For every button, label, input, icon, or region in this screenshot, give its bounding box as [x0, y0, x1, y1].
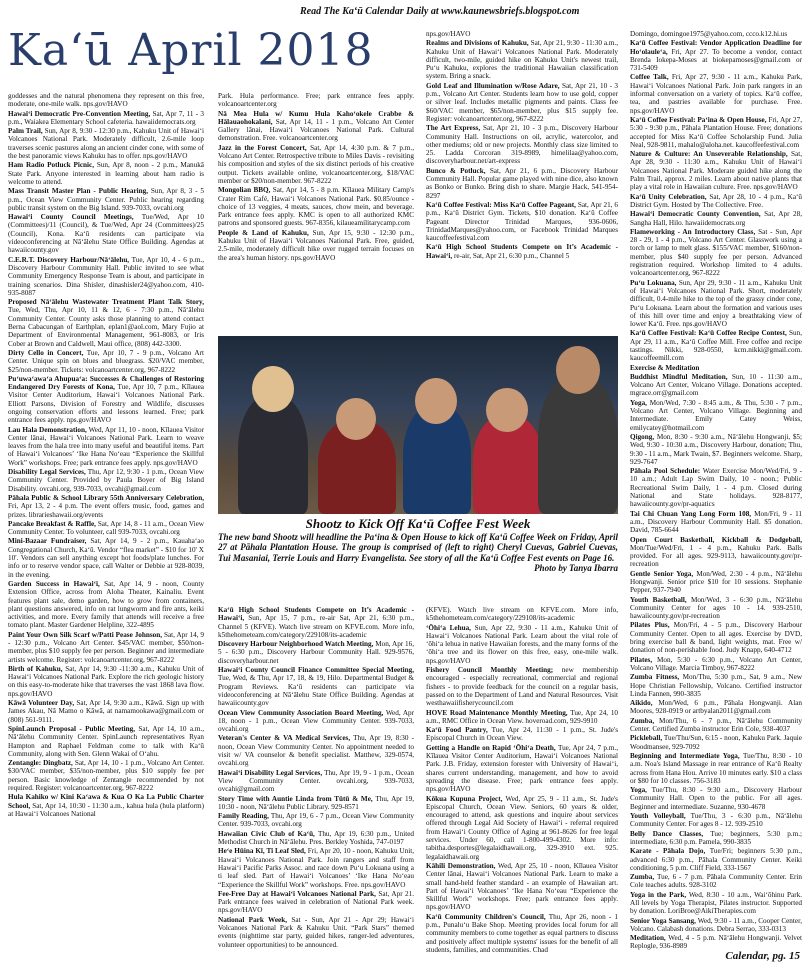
event-details: Wed, Apr 18, noon - 1 p.m., Ocean View Community Center. 939-7033, ovcahi.org: [218, 708, 414, 734]
event-listing: [630, 150, 802, 191]
event-details: Tue/Wed, Apr 10 (Committees)/11 (Council), & Tue/Wed, Apr 24 (Committees)/25 (Council), Kona. Ka‘ū residents can participate via videoconferencing at Nā‘ālehu State Office Building. Agendas at hawaiicounty.gov: [8, 213, 204, 255]
event-details: Sat, Apr 14, 9 - 12:30 p.m., Volcano Art Center. $45/VAC member, $50/non-member, plus $10 supply fee per person. Beginner and intermediate artists welcome. Register: volcanoartcenter.org, 967-8222: [8, 630, 204, 664]
event-details: Sun, Apr 15, 7 p.m., re-air Sat, Apr 21, 6:30 p.m., Channel 5 (KFVE). Watch live stream on KFVE.com. More info, k5thehometeam.com/category/229108/its-academic: [218, 614, 414, 639]
event-details: Sat, Apr 14, 9:30 a.m., Kāwā. Sign up with James Akau, Nā Mamo o Kāwā, at namamookawa@gmail.com or (808) 561-9111.: [8, 699, 204, 724]
event-details: Thu, Apr 19, 9 - 1 p.m., Ocean View Community Center. ovcahi.org, 939-7033, ovcahi@gmail.com: [218, 768, 414, 794]
event-title: Karate - Pāhala Dojo,: [630, 847, 706, 856]
event-details: Tue, Apr 24, 11:30 - 1 p.m., St. Jude's Episcopal Church in Ocean View.: [426, 726, 618, 743]
caption-text: The new band Shootz will headline the Pa‘ina & Open House to kick off Ka‘ū Coffee Week on Friday, April 27 at Pāhala Plantation House. The group is comprised of (left to right) Cheryl Cuevas, Gabriel Cuevas, Tui Masaniai, Terrie Louis and Harry Evangelista. See story of all the Ka‘ū Coffee Fest events on Page 16.: [218, 532, 618, 563]
event-listing: [630, 656, 802, 673]
event-title: Disability Legal Services,: [8, 468, 86, 477]
event-listing: [8, 468, 204, 493]
event-details: Wed, Apr 25, 9 - 11 a.m., St. Jude's Episcopal Church, Ocean View. Seniors, 60 years & older, encouraged to attend, ask questions and inquire about services offered through Legal Aid Society of Hawai‘i - referral required from Hawai‘i County Office of Aging at 961-8626 for free legal services. Under 60, call 1-800-499-4302. More info: tabitha.desportes@legalaidhawaii.org, 329-3910 ext. 925. legalaidhawaii.org: [426, 794, 618, 861]
event-details: Sat, Apr 14, 9 - noon, County Extension Office, across from Aloha Theater, Kainaliu. Event features plant sale, demo garden, how to grow from containers, plant questions answered, info on rat lungworm and fire ants, keiki activities, and more. Every family that attends will receive a free tomato plant. Master Gardener Helpline, 322-4895: [8, 579, 204, 630]
event-details: Mon/Wed, 7:30 - 8:45 a.m., & Thu, 5:30 - 7 p.m., Volcano Art Center, Volcano Village. Beginning and Intermediate. Emily Catey Weiss, emilycatey@hotmail.com: [630, 398, 802, 432]
event-listing: [8, 494, 204, 519]
event-listing: [426, 913, 618, 954]
event-listing: [426, 30, 618, 38]
event-details: Sat, Apr 14, 9:30 -11:30 a.m., Kahuku Unit of Hawai‘i Volcanoes National Park. Explore the rich geologic history on this easy-to-moderate hike that traverses the vast 1868 lava flow. nps.gov/HAVO: [8, 664, 204, 698]
event-title: Ka‘ū Coffee Festival: Vendor Application Deadline for Ho‘olaule‘a,: [630, 39, 802, 56]
event-title: Hawai‘i County Council Finance Committee Special Meeting,: [218, 666, 414, 675]
event-title: Kāhili Demonstration,: [426, 861, 496, 870]
event-details: Sat, Apr 14, 5 - 8 p.m. Kīlauea Military Camp's Crater Rim Café, Hawai‘i Volcanoes National Park. $0.85/ounce - choice of 13 veggies, 4 meats, sauces, chow mein, and beverage. Park entrance fees apply. KMC is open to all authorized KMC patrons and sponsored guests. 967-8356, kilaueamilitarycamp.com: [218, 186, 414, 228]
page-footer: Calendar, pg. 15: [725, 950, 800, 962]
event-details: Sat, Apr 14, 4:30 p.m. & 7 p.m., Volcano Art Center. Retrospective tribute to Miles Davis - revisiting his composition and styles of the six distinct periods of his creative output. Tickets available online, volcanoartcenter.org, $18/VAC member or $20/non-member. 967-8222: [218, 143, 414, 185]
event-listing: [218, 847, 414, 888]
event-title: Realms and Divisions of Kahuku,: [426, 39, 529, 48]
event-title: Pancake Breakfast & Raffle,: [8, 519, 96, 528]
event-listing: [630, 73, 802, 114]
event-details: Tue/Thu, 8:30 - 10 a.m. Noa's Island Massage in rear entrance of Ka‘ū Realty across from Hana Hou. Arrive 10 minutes early. $10 a class or $80 for 10 classes. 756-3183: [630, 751, 802, 785]
event-details: Mon, 8:30 - 9:30 a.m., Nā‘ālehu Hongwanji, $5; Wed, 9:30 - 10:30 a.m., Discovery Harbour, donation; Thu, 9:30 - 11 a.m., Mark Twain, $7. Beginners welcome. Sharp, 929-7647: [630, 432, 802, 466]
event-details: Sat, Apr 28, 10 - 4 p.m., Ka‘ū District Gym. Hosted by The Collective. Free.: [630, 192, 802, 209]
event-title: Gentle Senior Yoga,: [630, 569, 694, 578]
event-title: Pickleball,: [630, 734, 663, 743]
event-listing: [630, 786, 802, 811]
event-title: Open Court Basketball, Kickball & Dodgeball,: [630, 535, 802, 544]
event-title: People & Land of Kahuku,: [218, 228, 309, 237]
event-listing: [630, 699, 802, 716]
event-listing: [8, 426, 204, 467]
event-listing: [630, 917, 802, 934]
event-details: Wed, Apr 11, 10 - noon, Kīlauea Visitor Center lānai, Hawai‘i Volcanoes National Park. Learn to weave leaves from the hala tree into many useful and beautiful items. Part of Hawai‘i Volcanoes’ ‘Ike Hana No‘eau “Experience the Skillful Work” workshops. Free; park entrance fees apply. nps.gov/HAVO: [8, 425, 204, 467]
event-title: National Park Week,: [218, 915, 288, 924]
event-title: Hawai‘i Disability Legal Services,: [218, 768, 323, 777]
event-listing: [218, 769, 414, 794]
event-details: re-air, Sat, Apr 21, 6:30 p.m., Channel 5: [453, 251, 570, 260]
event-listing: [8, 213, 204, 254]
event-details: Sun, Apr 22, 9:30 - 11 a.m., Kahuku Unit of Hawai‘i Volcanoes National Park. Learn about the vital role of ‘ōhi‘a lehua in native Hawaiian forests, and the many forms of the ‘ōhi‘a tree and its flower on this free, easy, one-mile walk. nps.gov/HAVO: [426, 623, 618, 665]
event-listing: [8, 665, 204, 698]
event-listing: [630, 30, 802, 38]
masthead: [8, 16, 374, 88]
event-title: Palm Trail,: [8, 127, 43, 136]
event-title: Zumba Fitness,: [630, 673, 680, 682]
event-listing: [630, 279, 802, 329]
event-listing: [218, 734, 414, 767]
event-title: Pu‘uwa‘awa‘a Ahupua‘a: Successes & Challenges of Restoring Endangered Dry Forests of Kona,: [8, 374, 204, 392]
event-details: Sat, Apr 14, 8 - 11 a.m., Ocean View Community Center. To volunteer, call 939-7033, ovcahi.org: [8, 519, 204, 537]
event-listing: [630, 934, 802, 951]
event-listing: [218, 606, 414, 639]
event-details: Fri, Apr 27, 9:30 - 11 a.m., Kahuku Park, Hawai‘i Volcanoes National Park. Join park rangers in an informal conversation on a variety of topics. Ka‘ū coffee, tea, and pastries available for purchase. Free. nps.gov/HAVO: [630, 73, 802, 115]
event-title: Pu‘u Lokuana,: [630, 278, 677, 287]
event-title: Ka‘ū Coffee Festival: Pa‘ina & Open House,: [630, 115, 767, 124]
event-listing: [630, 536, 802, 569]
column-3: [426, 30, 618, 332]
event-details: Wed, 9:30 - 11 a.m., Cooper Center, Volcano. Calabash donations. Debra Serrao, 333-0313: [630, 916, 802, 933]
event-title: Hawai‘i Democratic County Convention,: [630, 210, 761, 219]
event-details: Tue/Thu, 8:30 - 9:30 a.m., Discovery Harbour Community Hall. Open to the public. For all ages. Beginner and intermediate. Suzanne, 930-4678: [630, 786, 802, 811]
event-title: Hawai‘i Democratic Pre-Convention Meeting,: [8, 109, 151, 118]
event-title: Yoga,: [630, 398, 647, 407]
event-details: Sat, Apr 21. Park entrance fees waived in celebration of National Park week. nps.gov/HAVO: [218, 889, 414, 915]
event-details: Sun, Apr 29, 9:30 - 11 a.m., Kahuku Unit of Hawai‘i Volcanoes National Park. Short, moderately difficult, 0.4-mile hike to the top of the grassy cinder cone, Pu‘u Lokuana. Learn about the formation and various uses of this hill over time and enjoy a breathtaking view of lower Ka‘ū. Free. nps.gov/HAVO: [630, 278, 802, 329]
event-title: Belly Dance Classes,: [630, 829, 704, 838]
column-3-lower: [426, 606, 618, 962]
event-listing: [630, 39, 802, 72]
event-details: Wed, 4 - 5 p.m. Nā‘ālehu Hongwanji. Velvet Replogle, 936-8989: [630, 934, 802, 951]
event-listing: [8, 537, 204, 578]
event-title: Hawai‘i County Council Meetings,: [8, 213, 134, 222]
event-details: Tue, Apr 10, 4 - 6 p.m., Discovery Harbour Community Hall. Public invited to see what Community Emergency Response Team is about, and participate in training scenarios. Dina Shisler, dinashisler24@yahoo.com, 410-935-8087: [8, 255, 204, 297]
event-title: The Art Express,: [426, 124, 481, 133]
event-listing: [630, 752, 802, 785]
event-details: Mon/Thu, 5:30 p.m., Sat, 9 a.m., New Hope Christian Fellowship, Volcano. Certified instructor Linda Fannen, 990-3835: [630, 673, 802, 698]
event-details: Sat, Apr 21, 10 - 3 p.m., Volcano Art Center. Students learn how to use gold, copper or silver leaf. Includes metallic pigments and paints. Class fee $60/VAC member, $65/non-member, plus $15 supply fee. Register: volcanoartcenter.org, 967-8222: [426, 81, 618, 123]
event-title: Ka‘ū High School Students Compete on It’s Academic - Hawai‘i,: [426, 243, 618, 260]
event-title: Pilates Plus,: [630, 621, 670, 630]
event-listing: [426, 167, 618, 200]
event-listing: [8, 127, 204, 160]
event-details: Sun, Apr 8, 9:30 - 12:30 p.m., Kahuku Unit of Hawai‘i Volcanoes National Park. Moderately difficult, 2.6-mile loop traverses scenic pastures along an ancient cinder cone, with some of the best panoramic views Kahuku has to offer. nps.gov/HAVO: [8, 127, 204, 161]
event-listing: [630, 373, 802, 398]
event-listing: [218, 144, 414, 185]
event-details: Mon/Wed, 6 p.m., Pāhala Hongwanji. Alan Moores, 928-0919 or artbyalan2011@gmail.com: [630, 699, 802, 716]
event-listing: [630, 621, 802, 654]
event-title: SpinLaunch Proposal - Public Meeting,: [8, 724, 135, 733]
event-title: Ocean View Community Association Board Meeting,: [218, 708, 384, 717]
event-details: Thu, Apr 19, 6 - 7 p.m., Ocean View Community Center. 939-7033, ovcahi.org: [218, 812, 414, 829]
event-details: Sat - Sun, Apr 28 - 29, 1 - 4 p.m., Volcano Art Center. Glasswork using a torch or lamp to melt glass. $155/VAC member, $160/non-member, plus $40 supply fee per person. Advanced registration required. Workshop limited to 4 adults. volcanoartcenter.org, 967-8222: [630, 227, 802, 278]
event-listing: [218, 795, 414, 812]
event-details: (KFVE). Watch live stream on KFVE.com. More info, k5thehometeam.com/category/229108/its-academic: [426, 606, 618, 623]
event-details: Tue/Thu, 3 - 6:30 p.m., Nā‘ālehu Community Center. For ages 8 - 12. 939-2510: [630, 812, 802, 829]
event-title: Flameworking - An Introductory Class,: [630, 227, 756, 236]
event-listing: [8, 92, 204, 109]
event-title: Pāhala Public & School Library 55th Anniversary Celebration,: [8, 493, 204, 502]
event-details: Mon/Wed, 3 - 6:30 p.m., Nā‘ālehu Community Center for ages 10 - 14. 939-2510, hawaiicounty.gov/pr-recreation: [630, 595, 802, 621]
event-listing: [630, 812, 802, 829]
event-listing: [218, 812, 414, 829]
event-title: Hawaiian Civic Club of Ka‘ū,: [218, 829, 315, 838]
event-title: Ka‘ū Coffee Festival: Ka‘ū Coffee Recipe Contest,: [630, 329, 787, 338]
event-title: C.E.R.T. Discovery Harbour/Nā‘ālehu,: [8, 255, 130, 264]
event-details: Fri, Apr 27, 5:30 - 9:30 p.m., Pāhala Plantation House. Free; donations accepted for Miss Ka‘ū Coffee Scholarship Fund. Julia Neal, 928-9811, mahalo@aloha.net. kaucoffeefestival.com: [630, 115, 802, 149]
event-title: Tai Chi Chuan Yang Long Form 108,: [630, 509, 752, 518]
event-listing: [426, 862, 618, 912]
event-details: Tue, Wed, Thu, Apr 10, 11 & 12, 6 - 7:30 p.m., Nā‘ālehu Community Center. County asks those planning to attend contact Berna Cabacungan of Earthplan, eplan1@aol.com, Mary Fujio at Department of Environmental Management, 961-8083, or Iris Cober at Brown and Caldwell, Maui office, (808) 442-3300.: [8, 306, 204, 348]
event-listing: [630, 570, 802, 595]
event-details: Thu, Apr 19, 6:30 p.m., United Methodist Church in Nā‘ālehu. Pres. Berkley Yoshida, 747-0197: [218, 829, 414, 847]
event-details: Sat, Apr 14, 10 - 1 p.m., Volcano Art Center. $30/VAC member, $35/non-member, plus $10 supply fee per person. Basic knowledge of Zentangle recommended by not required. Register: volcanoartcenter.org, 967-8222: [8, 759, 204, 793]
event-listing: [630, 510, 802, 535]
event-listing: [426, 124, 618, 165]
event-title: Ka‘ū Coffee Festival: Miss Ka‘ū Coffee Pageant,: [426, 200, 576, 209]
event-title: Gold Leaf and Illumination w/Rose Adare,: [426, 81, 560, 90]
event-listing: [218, 229, 414, 262]
event-details: Tue; beginners, 5:30 p.m.; intermediate, 6:30 p.m. Pamela, 990-3835: [630, 829, 802, 846]
event-listing: [8, 349, 204, 374]
event-details: Wed, 8:30 - 10 a.m., Wai‘ōhinu Park. All levels by Yoga Therapist, Pilates instructor. Supported by donation. LoriBroe@AikiTherapies.com: [630, 890, 802, 916]
event-title: Youth Volleyball,: [630, 812, 686, 821]
event-title: HOVE Road Maintenance Monthly Meeting,: [426, 708, 568, 717]
event-listing: [630, 830, 802, 847]
event-listing: [8, 110, 204, 127]
event-title: Mini-Bazaar Fundraiser,: [8, 537, 87, 546]
event-listing: [426, 201, 618, 242]
event-title: Fishery Council Monthly Meeting;: [426, 666, 554, 675]
event-title: Nā Mea Hula w/ Kumu Hula Kaho‘okele Crabbe & Hālauaohokalani,: [218, 109, 414, 126]
column-1: [8, 92, 204, 962]
event-details: Sat, Apr 28, Sangha Hall, Hilo. hawaiidemocrats.org: [630, 210, 802, 227]
event-details: goddesses and the natural phenomena they represent on this free, moderate, one-mile walk. nps.gov/HAVO: [8, 92, 204, 109]
photo-caption: [218, 532, 618, 574]
event-title: Discovery Harbour Neighborhood Watch Meeting,: [218, 640, 374, 649]
event-listing: [8, 631, 204, 664]
event-details: Mon, 5:30 - 6:30 p.m., Volcano Art Center, Volcano Village. Marcia Timboy, 967-8222: [630, 655, 802, 672]
event-title: Nature & Culture: An Unseverable Relationship,: [630, 150, 788, 159]
event-listing: [630, 364, 802, 372]
event-details: Sat, Apr 21, 10 - 3 p.m., Discovery Harbour Community Hall. Instructions on oil, acrylic, watercolor, and other mediums; old or new projects. Monthly class size limited to 25. Ladda Corcoran 319-8989, himelilaa@yahoo.com, discoveryharbour.net/art-express: [426, 124, 618, 166]
event-listing: [630, 433, 802, 466]
event-details: Sat, Apr 28, 9:30 - 11:30 a.m., Kahuku Unit of Hawai‘i Volcanoes National Park. Moderate guided hike along the Palm Trail, approx. 2 miles. Learn about native plants that play a vital role in Hawaiian culture. Free. nps.gov/HAVO: [630, 150, 802, 192]
event-details: Tue, Apr 10, 7 p.m., Kīlauea Visitor Center Auditorium, Hawai‘i Volcanoes National Park. Elliott Parsons, Division of Forestry and Wildlife, discusses ongoing conservation efforts and lessons learned. Free; park entrance fees apply. nps.gov/HAVO: [8, 383, 204, 425]
event-listing: [426, 709, 618, 726]
event-details: Mon/Tue/Wed/Fri, 1 - 4 p.m., Kahuku Park. Balls provided. For all ages. 929-9113, hawaiicounty.gov/pr-recreation: [630, 543, 802, 569]
event-listing: [218, 916, 414, 949]
band-photo: [218, 336, 618, 514]
event-listing: [8, 793, 204, 818]
column-2: [218, 92, 414, 332]
event-title: Garden Success in Hawai‘i,: [8, 579, 100, 588]
event-title: Story Time with Auntie Linda from Tūtū & Me,: [218, 794, 373, 803]
event-details: Sat, Apr 14, 10:30 - 11:30 a.m., kahua hula (hula platform) at Hawai‘i Volcanoes National: [8, 801, 204, 818]
event-listing: [218, 666, 414, 707]
event-title: Senior Yoga Sansang,: [630, 916, 696, 925]
event-details: Tue, 6 - 7 p.m. Pāhala Community Center. Erin Cole teaches adults. 928-3102: [630, 873, 802, 890]
event-title: Ka‘ū Unity Celebration,: [630, 192, 707, 201]
event-title: Mass Transit Master Plan - Public Hearing,: [8, 187, 149, 196]
event-listing: [426, 606, 618, 623]
event-details: Mon/Fri, 4 - 5 p.m., Discovery Harbour Community Center. Open to all ages. Exercise by DVD, bring exercise ball & band, light weights, mat. Free w/ donation of non-perishable food. Judy Knapp, 640-4712: [630, 621, 802, 655]
event-title: Meditation,: [630, 934, 666, 943]
event-details: Tue, Apr 24, 10 a.m., RMC Office in Ocean View. hoveroad.com, 929-9910: [426, 708, 618, 725]
event-title: Aikido,: [630, 699, 653, 708]
event-title: Buddhist Mindful Meditation,: [630, 372, 728, 381]
event-details: Sat, Apr 21, 6 p.m., Discovery Harbour Community Hall. Popular game played with nine dice, also known as Bonko or Bunko. Bring dish to share. Margie Hack, 541-954-8297: [426, 166, 618, 200]
event-details: Fri, Apr 20, 10 - noon, Kahuku Unit, Hawai‘i Volcanoes National Park. Join rangers and staff from Hawai‘i Pacific Parks Assoc. and race down Pu‘u Lokuana using a ti leaf sled. Part of Hawai‘i Volcanoes’ ‘Ike Hana No‘eau “Experience the Skillful Work” workshops. Free. nps.gov/HAVO: [218, 847, 414, 889]
event-listing: [8, 725, 204, 758]
event-title: Kāwā Volunteer Day,: [8, 699, 75, 708]
event-listing: [630, 399, 802, 432]
event-title: Ka‘ū High School Students Compete on It’s Academic - Hawai‘i,: [218, 606, 414, 623]
event-title: Paint Your Own Silk Scarf w/Patti Pease Johnson,: [8, 630, 163, 639]
event-details: Tue, Wed, & Thu, Apr 17, 18, & 19, Hilo. Departmental Budget & Program Reviews. Ka‘ū residents can participate via videoconferencing at Nā‘ālehu State Office Building. Agendas at hawaiicounty.gov: [218, 674, 414, 708]
event-listing: [630, 891, 802, 916]
event-title: Pilates,: [630, 655, 653, 664]
event-title: Lau Hala Demonstration,: [8, 425, 87, 434]
event-title: He‘e Hūina Kī, Ti Leaf Sled,: [218, 847, 306, 856]
event-listing: [218, 92, 414, 109]
event-details: Sat - Sun, Apr 21 - Apr 29; Hawai‘i Volcanoes National Park & Kahuku Unit. “Park Stars” themed events (nighttime star party, guided hikes, ranger-led adventures, volunteer opportunities) to be announced.: [218, 915, 414, 949]
event-title: Zumba,: [630, 873, 655, 882]
event-title: Yoga,: [630, 786, 647, 795]
event-listing: [426, 624, 618, 665]
event-title: Pāhala Pool Schedule:: [630, 467, 701, 476]
event-listing: [630, 467, 802, 508]
event-details: Sat, Apr 7, 11 - 3 p.m., Waiakea Elementary School cafeteria. hawaiidemocrats.org: [8, 109, 204, 126]
event-listing: [8, 298, 204, 348]
event-listing: [630, 193, 802, 210]
event-listing: [426, 82, 618, 123]
column-4: [630, 30, 802, 962]
event-title: Yoga in the Park,: [630, 890, 687, 899]
event-title: Ka‘ū Community Children's Council,: [426, 912, 546, 921]
event-title: Dirty Cello in Concert,: [8, 348, 84, 357]
event-details: Sun, Apr 29, 11 a.m., Ka‘ū Coffee Mill. Free coffee and recipe tastings. Nikki, 928-0550, kcm.nikki@gmail.com. kaucoffeemill.com: [630, 329, 802, 363]
event-title: Fee-Free Day at Hawai‘i Volcanoes National Park,: [218, 889, 376, 898]
event-details: Sat, Apr 14, 10 a.m., Nā‘ālehu Community Center. SpinLaunch representatives Ryan Hampton and Raphael Feldman come to talk with Ka‘ū Community, along with Sen. Glenn Wakai of O‘ahu.: [8, 724, 204, 758]
event-details: Sun, Apr 8, noon - 2 p.m., Manukā State Park. Anyone interested in learning about ham radio is welcome to attend.: [8, 161, 204, 186]
event-listing: [8, 187, 204, 212]
event-details: Fri, Apr 27. To become a vendor, contact Brenda Iokepa-Moses at biokepamoses@gmail.com or 731-5409: [630, 47, 802, 73]
event-title: Zumba,: [630, 716, 655, 725]
event-title: Coffee Talk,: [630, 73, 669, 82]
event-title: Beginning and Intermediate Yoga,: [630, 751, 740, 760]
event-title: Exercise & Meditation: [630, 363, 700, 372]
event-listing: [426, 666, 618, 707]
event-title: Jazz in the Forest Concert,: [218, 143, 307, 152]
event-details: Tue, Apr 24, 7 p.m., Kīlauea Visitor Center Auditorium, Hawai‘i Volcanoes National Park. J.B. Friday, extension forester with University of Hawai‘i, shares current understanding, management, and how to avoid spreading the disease. Free; park entrance fees apply. nps.gov/HAVO: [426, 743, 618, 794]
column-2-lower: [218, 606, 414, 962]
event-listing: [426, 795, 618, 861]
masthead-title: Ka‘ū April 2018: [8, 25, 374, 76]
event-details: Sat, Apr 21, 6 p.m., Ka‘ū District Gym. Tickets, $10 donation. Ka‘ū Coffee Pageant Director Trinidad Marques, 936-0606, TrinidadMarques@yahoo.com, or Facebook Trinidad Marques kaucoffeefestival.com: [426, 200, 618, 243]
event-details: Tue, Apr 10, 7 - 9 p.m., Volcano Art Center. Unique spin on blues and bluegrass. $20/VAC member, $25/non-member. Tickets: volcanoartcenter.org, 967-8222: [8, 348, 204, 374]
event-listing: [8, 759, 204, 792]
event-details: Domingo, domingoe1975@yahoo.com, ccco.k12.hi.us: [630, 30, 788, 38]
event-listing: [630, 734, 802, 751]
event-listing: [426, 39, 618, 80]
event-details: Sun, Apr 8, 3 - 5 p.m., Ocean View Community Center. Public hearing regarding public transit system on the Big Island. 939-7033, ovcahi.org: [8, 187, 204, 212]
event-listing: [426, 744, 618, 794]
event-listing: [8, 375, 204, 425]
event-listing: [630, 116, 802, 149]
event-details: Mon/Thu, 6 - 7 p.m., Nā‘ālehu Community Center. Certified Zumba instructor Erin Cole, 938-4037: [630, 716, 802, 734]
event-listing: [8, 256, 204, 297]
event-listing: [630, 873, 802, 890]
event-title: Hula Kahiko w/ Kini Ka‘awa & Kua O Ka La Public Charter School,: [8, 793, 204, 810]
event-title: Mongolian BBQ,: [218, 186, 271, 195]
event-title: Ka‘ū Food Pantry,: [426, 726, 488, 735]
event-details: Thu, Apr 19, 8:30 - noon, Ocean View Community Center. No appointment needed to visit w/ VA counselor & benefit specialist. Matthew, 329-0574, ovcahi.org: [218, 734, 414, 768]
event-listing: [630, 210, 802, 227]
event-details: Thu, Apr 12, 9:30 - 1 p.m., Ocean View Community Center. Provided by Paula Boyer of Big Island Disability. ovcahi.org, 939-7033, ovcahi@gmail.com: [8, 468, 204, 493]
event-details: Wed, Apr 25, 10 - noon, Kīlauea Visitor Center lānai, Hawai‘i Volcanoes National Park. Learn to make a small hand-held feather standard - an example of Hawaiian art. Part of Hawai‘i Volcanoes’ ‘Ike Hana No‘eau “Experience the Skillful Work” workshops. Free; park entrance fees apply. nps.gov/HAVO: [426, 861, 618, 912]
event-details: Sat, Apr 21, 9:30 - 11:30 a.m., Kahuku Unit of Hawai‘i Volcanoes National Park. Moderately difficult, two-mile, guided hike on Kahuku Unit's newest trail, Pu‘u Kahuku, explores the traditional Hawaiian classification system. Bring a snack.: [426, 39, 618, 81]
event-listing: [218, 186, 414, 227]
event-details: Thu, Apr 26, noon - 1 p.m., Punalu‘u Bake Shop. Meeting provides local forum for all community members to come together as equal partners to discuss and positively affect multiple systems' issues for the benefit of all students, families, and communities. Chad: [426, 912, 618, 954]
event-listing: [218, 640, 414, 665]
event-listing: [630, 673, 802, 698]
event-listing: [630, 228, 802, 278]
photo-title: Shootz to Kick Off Ka‘ū Coffee Fest Week: [305, 516, 531, 531]
event-listing: [630, 329, 802, 362]
event-details: Sat, Apr 14, 9 - 2 p.m., Kauaha‘ao Congregational Church, Ka‘ū. Vendor “flea market” - $10 for 10' X 10'. Vendors can sell anything except hot foods/plate lunches. For info or to reserve vendor space, call Walter or Debbie at 928-8039, in the evening.: [8, 537, 204, 579]
event-title: Bunco & Potluck,: [426, 166, 486, 175]
event-listing: [630, 596, 802, 621]
event-listing: [218, 890, 414, 915]
event-listing: [8, 580, 204, 630]
event-details: Mon/Wed, 2:30 - 4 p.m., Nā‘ālehu Hongwanji. Senior price $10 for 10 sessions. Stephanie Pepper, 937-7940: [630, 569, 802, 595]
event-title: Getting a Handle on Rapid ‘Ōhi‘a Death,: [426, 743, 556, 752]
event-details: Park. Hula performance. Free; park entrance fees apply. volcanoartcenter.org: [218, 92, 414, 109]
event-title: Qigong,: [630, 432, 655, 441]
event-title: ‘Ōhi‘a Lehua,: [426, 623, 471, 632]
event-details: Fri, Apr 13, 2 - 4 p.m. The event offers music, food, games and prizes. librarieshawaii.org/events: [8, 502, 204, 519]
event-details: Sun, 10 - 11:30 a.m., Volcano Art Center, Volcano Village. Donations accepted. mgrace.orr@gmail.com: [630, 372, 802, 398]
event-details: nps.gov/HAVO: [426, 30, 471, 38]
event-title: Proposed Nā‘ālehu Wastewater Treatment Plant Talk Story,: [8, 298, 204, 307]
event-listing: [8, 161, 204, 186]
event-title: Family Reading,: [218, 812, 269, 821]
event-details: Thu, Apr 19, 10:30 - noon, Nā‘ālehu Public Library. 929-8571: [218, 794, 414, 811]
event-listing: [426, 726, 618, 743]
event-listing: [630, 847, 802, 872]
event-listing: [218, 110, 414, 143]
event-title: Youth Basketball,: [630, 595, 687, 604]
event-details: Sat, Apr 14, 11 - 1 p.m., Volcano Art Center Gallery lānai, Hawai‘i Volcanoes National Park. Cultural demonstration. Free. volcanoartcenter.org: [218, 117, 414, 143]
event-title: Birth of Kahuku,: [8, 664, 63, 673]
event-details: Tue/Thu/Sun, 6:15 - noon, Kahuku Park. Jaquie Woodmansee, 929-7092: [630, 734, 802, 751]
event-listing: [218, 830, 414, 847]
event-listing: [426, 243, 618, 260]
event-details: Sun, Apr 15, 9:30 - 12:30 p.m., Kahuku Unit of Hawai‘i Volcanoes National Park. Free, guided, 2.5-mile, moderately difficult hike over rugged terrain focuses on the area's human history. nps.gov/HAVO: [218, 228, 414, 262]
event-title: Ham Radio Potluck Picnic,: [8, 161, 95, 170]
event-title: Zentangle: Dingbatz,: [8, 759, 73, 768]
event-title: Kōkua Kupuna Project,: [426, 794, 503, 803]
event-details: new membership encouraged - especially recreational, commercial and regional fishers - to provide feedback for the council on a regular basis, passed on to the Department of Land and Natural Resources. Visit westhawaiifisherycouncil.com: [426, 666, 618, 708]
event-details: Water Exercise Mon/Wed/Fri, 9 - 10 a.m.; Adult Lap Swim Daily, 10 - noon.; Public Recreational Swim Daily, 1 - 4 p.m. Closed during National and State holidays. 928-8177, hawaiicounty.gov/pr-aquatics: [630, 467, 802, 509]
event-listing: [8, 520, 204, 537]
event-listing: [218, 709, 414, 734]
event-title: Veteran's Center & VA Medical Services,: [218, 734, 351, 743]
read-line: Read The Ka‘ū Calendar Daily at www.kaunewsbriefs.blogspot.com: [300, 6, 580, 17]
photo-credit: Photo by Tanya Ibarra: [534, 563, 618, 574]
event-details: Mon, Apr 16, 5 - 6:30 p.m., Discovery Harbour Community Hall. 929-9576, discoveryharbour.net: [218, 640, 414, 665]
event-listing: [630, 717, 802, 734]
event-details: Tue/Fri; beginners 5:30 p.m., advanced 6:30 p.m., Pāhala Community Center. Keiki conditioning, 5 p.m. Cliff Field, 333-1567: [630, 847, 802, 872]
event-details: Mon/Fri, 9 - 11 a.m., Discovery Harbour Community Hall. $5 donation. David, 785-6644: [630, 509, 802, 535]
event-listing: [8, 699, 204, 724]
